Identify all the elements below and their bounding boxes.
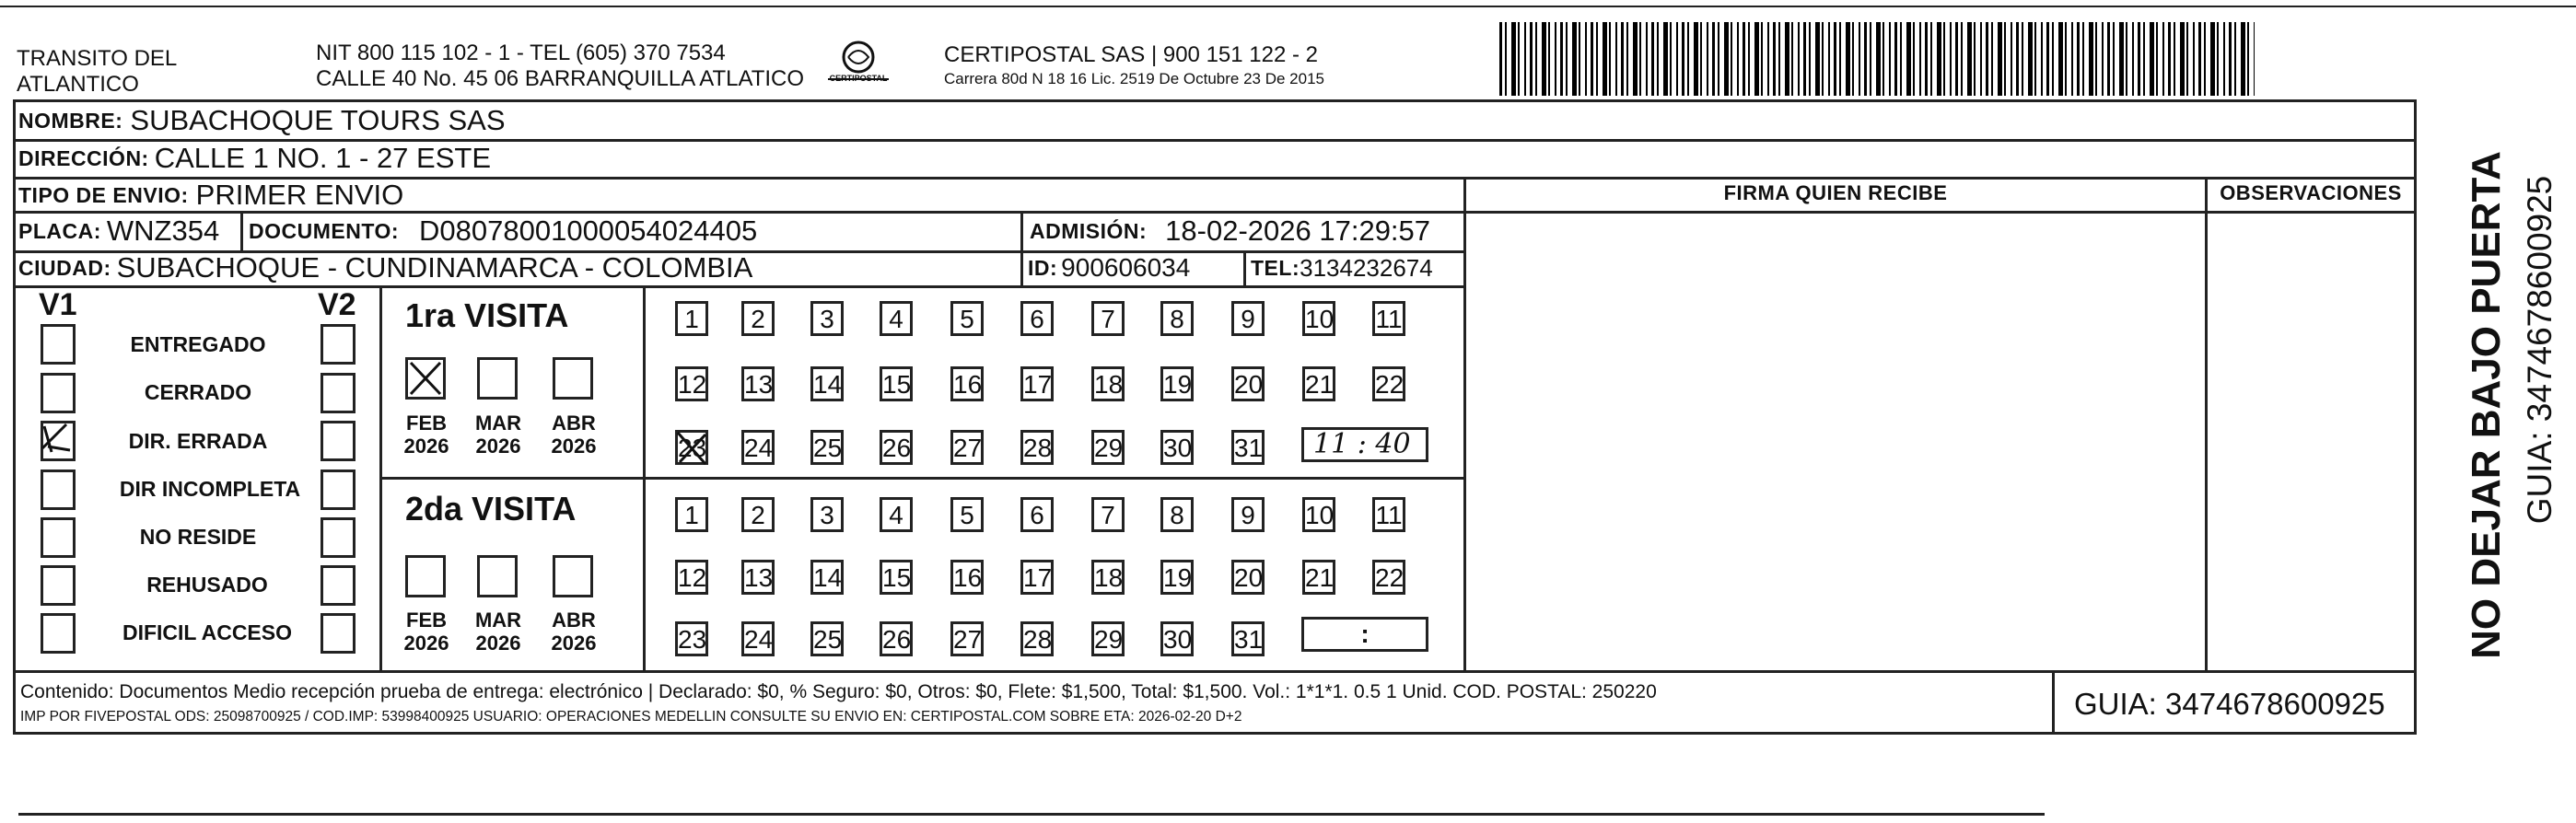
v1-header: V1: [39, 287, 77, 322]
first-visit-day-10[interactable]: [1302, 301, 1335, 336]
second-visit-day-28[interactable]: [1020, 621, 1054, 656]
status-cerrado: CERRADO: [144, 380, 252, 404]
company-info: [944, 42, 1324, 90]
month-year: 2026: [475, 632, 521, 655]
day-number: 28: [1023, 434, 1053, 462]
v1-month-mar-checkbox[interactable]: [477, 357, 518, 400]
day-number: 2: [751, 305, 765, 333]
second-visit-day-18[interactable]: [1091, 560, 1125, 595]
day-number: 11: [1375, 305, 1403, 333]
second-visit-day-24[interactable]: [741, 621, 775, 656]
first-visit-day-17[interactable]: [1020, 366, 1054, 401]
day-number: 3: [820, 501, 834, 529]
v1-checkbox-no-reside[interactable]: [41, 517, 76, 558]
frame-left: [13, 99, 16, 735]
second-visit-title: 2da VISITA: [405, 490, 577, 527]
sender-line-2: ATLANTICO: [17, 72, 139, 97]
day-number: 8: [1170, 305, 1184, 333]
day-number: 24: [744, 434, 774, 462]
day-number: 18: [1094, 563, 1124, 592]
status-dir-errada: DIR. ERRADA: [128, 429, 268, 453]
company-license: Carrera 80d N 18 16 Lic. 2519 De Octubre 23 De 2015: [944, 70, 1324, 87]
day-number: 22: [1375, 563, 1405, 592]
first-visit-day-29[interactable]: [1091, 430, 1125, 465]
v2-checkbox-cerrado[interactable]: [321, 373, 356, 413]
second-visit-day-13[interactable]: [741, 560, 775, 595]
second-visit-day-27[interactable]: [950, 621, 984, 656]
day-number: 4: [889, 305, 903, 333]
first-visit-day-15[interactable]: [880, 366, 913, 401]
v2-month-feb-checkbox[interactable]: [405, 555, 446, 597]
handwritten-x-mark: [674, 429, 711, 468]
v1-checkbox-dir-incompleta[interactable]: [41, 469, 76, 510]
first-visit-day-11[interactable]: [1372, 301, 1405, 336]
first-visit-day-25[interactable]: [810, 430, 844, 465]
v2-checkbox-entregado[interactable]: [321, 324, 356, 365]
company-name: CERTIPOSTAL SAS | 900 151 122 - 2: [944, 42, 1318, 67]
first-visit-day-27[interactable]: [950, 430, 984, 465]
second-visit-day-5[interactable]: [950, 497, 984, 532]
tel-value: 3134232674: [1300, 253, 1433, 282]
sender-nit: NIT 800 115 102 - 1 - TEL (605) 370 7534: [316, 41, 726, 65]
second-visit-day-7[interactable]: [1091, 497, 1125, 532]
status-no-reside: NO RESIDE: [139, 525, 257, 549]
day-number: 16: [953, 563, 983, 592]
day-number: 12: [678, 563, 707, 592]
sender-address: CALLE 40 No. 45 06 BARRANQUILLA ATLATICO: [316, 66, 805, 91]
month-name: FEB: [406, 412, 447, 435]
checked-x-mark: [405, 357, 446, 400]
direccion-value: CALLE 1 NO. 1 - 27 ESTE: [154, 142, 491, 174]
day-number: 15: [882, 370, 912, 399]
second-visit-day-11[interactable]: [1372, 497, 1405, 532]
second-visit-day-4[interactable]: [880, 497, 913, 532]
first-visit-day-4[interactable]: [880, 301, 913, 336]
day-number: 11: [1375, 501, 1403, 529]
day-number: 7: [1101, 305, 1115, 333]
v2-checkbox-dir-incompleta[interactable]: [321, 469, 356, 510]
logo-text: CERTIPOSTAL: [829, 74, 888, 83]
status-dir-incompleta: DIR INCOMPLETA: [119, 477, 301, 501]
day-number: 25: [813, 434, 843, 462]
first-visit-day-30[interactable]: [1160, 430, 1194, 465]
first-visit-day-16[interactable]: [950, 366, 984, 401]
day-number: 23: [678, 434, 707, 462]
day-number: 6: [1030, 305, 1044, 333]
first-visit-day-28[interactable]: [1020, 430, 1054, 465]
day-number: 26: [882, 625, 912, 654]
first-visit-day-3[interactable]: [810, 301, 844, 336]
firma-header: FIRMA QUIEN RECIBE: [1723, 181, 1948, 204]
day-number: 31: [1234, 434, 1264, 462]
admision-label: ADMISIÓN:: [1030, 218, 1148, 243]
day-number: 29: [1094, 434, 1124, 462]
visit-divider: [379, 477, 1464, 480]
footer-guia: GUIA: 3474678600925: [2074, 687, 2385, 721]
side-guia: GUIA: 3474678600925: [2521, 175, 2559, 525]
day-number: 6: [1030, 501, 1044, 529]
placa-value: WNZ354: [106, 214, 220, 247]
first-visit-day-23[interactable]: [675, 430, 708, 465]
v1-checkbox-dir-errada[interactable]: [41, 421, 76, 461]
month-year: 2026: [403, 435, 449, 458]
day-number: 22: [1375, 370, 1405, 399]
day-number: 27: [953, 434, 983, 462]
day-number: 30: [1163, 625, 1193, 654]
first-visit-day-13[interactable]: [741, 366, 775, 401]
day-number: 10: [1305, 501, 1335, 529]
observaciones-header: OBSERVACIONES: [2220, 181, 2402, 204]
first-visit-day-24[interactable]: [741, 430, 775, 465]
day-number: 7: [1101, 501, 1115, 529]
frame-bottom: [13, 732, 2417, 735]
day-number: 17: [1023, 370, 1053, 399]
status-rehusado: REHUSADO: [146, 573, 268, 597]
first-visit-day-22[interactable]: [1372, 366, 1405, 401]
v2-month-feb-label: [398, 609, 455, 655]
day-number: 19: [1163, 370, 1193, 399]
day-number: 29: [1094, 625, 1124, 654]
day-number: 24: [744, 625, 774, 654]
tel-label: TEL:: [1251, 255, 1300, 280]
sender-contact: [316, 41, 804, 92]
second-visit-day-25[interactable]: [810, 621, 844, 656]
v2-month-abr-checkbox[interactable]: [553, 555, 593, 597]
first-visit-day-7[interactable]: [1091, 301, 1125, 336]
contenido-text: Contenido: Documentos Medio recepción prueba de entrega: electrónico | Declarado: $0, % Seguro: $0, Otros: $0, Flete: $1,500, Total: $1,500. Vol.: 1*1*1. 0.5 1 Unid. COD. POSTAL: 250220: [20, 681, 1657, 702]
first-visit-day-8[interactable]: [1160, 301, 1194, 336]
status-entregado: ENTREGADO: [130, 332, 266, 356]
day-number: 14: [813, 563, 843, 592]
second-visit-day-23[interactable]: [675, 621, 708, 656]
tipo-row: [18, 178, 403, 213]
sender-name: [17, 46, 177, 98]
id-value: 900606034: [1061, 253, 1191, 282]
month-year: 2026: [475, 435, 521, 458]
month-name: MAR: [474, 609, 522, 632]
day-number: 8: [1170, 501, 1184, 529]
second-visit-day-29[interactable]: [1091, 621, 1125, 656]
v2-checkbox-no-reside[interactable]: [321, 517, 356, 558]
day-number: 14: [813, 370, 843, 399]
nombre-label: NOMBRE:: [18, 108, 123, 133]
id-label: ID:: [1028, 255, 1058, 280]
no-dejar-bajo-puerta: NO DEJAR BAJO PUERTA: [2464, 151, 2509, 659]
v2-checkbox-rehusado[interactable]: [321, 565, 356, 606]
documento-label: DOCUMENTO:: [249, 218, 400, 243]
row-line-6: [13, 670, 2417, 673]
bottom-edge-line: [18, 813, 2045, 816]
tel-divider: [1243, 250, 1246, 285]
second-visit-day-12[interactable]: [675, 560, 708, 595]
day-number: 30: [1163, 434, 1193, 462]
ciudad-label: CIUDAD:: [18, 255, 111, 280]
status-dificil-acceso: DIFICIL ACCESO: [122, 620, 292, 644]
month-year: 2026: [403, 632, 449, 655]
first-visit-day-2[interactable]: [741, 301, 775, 336]
day-number: 3: [820, 305, 834, 333]
direccion-row: [18, 141, 491, 176]
day-number: 19: [1163, 563, 1193, 592]
day-number: 26: [882, 434, 912, 462]
day-number: 12: [678, 370, 707, 399]
tipo-value: PRIMER ENVIO: [195, 179, 404, 211]
placa-row: [18, 214, 219, 249]
second-visit-day-26[interactable]: [880, 621, 913, 656]
second-visit-day-15[interactable]: [880, 560, 913, 595]
guia-divider: [2052, 670, 2055, 732]
sender-line-1: TRANSITO DEL: [17, 46, 178, 71]
frame-top: [13, 99, 2417, 102]
placa-label: PLACA:: [18, 218, 101, 243]
v1-checkbox-dificil-acceso[interactable]: [41, 613, 76, 654]
second-visit-day-6[interactable]: [1020, 497, 1054, 532]
day-number: 16: [953, 370, 983, 399]
v1-month-abr-checkbox[interactable]: [553, 357, 593, 400]
month-name: FEB: [406, 609, 447, 632]
first-visit-title: 1ra VISITA: [405, 296, 569, 334]
first-visit-day-19[interactable]: [1160, 366, 1194, 401]
day-number: 13: [744, 370, 774, 399]
documento-row: [249, 214, 757, 249]
day-number: 1: [684, 501, 699, 529]
day-number: 9: [1241, 305, 1255, 333]
day-number: 28: [1023, 625, 1053, 654]
second-visit-day-30[interactable]: [1160, 621, 1194, 656]
second-visit-day-9[interactable]: [1231, 497, 1265, 532]
day-number: 9: [1241, 501, 1255, 529]
second-visit-day-31[interactable]: [1231, 621, 1265, 656]
month-year: 2026: [551, 435, 597, 458]
day-number: 5: [960, 305, 974, 333]
v1-checkbox-entregado[interactable]: [41, 324, 76, 365]
documento-value: D08078001000054024405: [419, 214, 758, 247]
day-number: 21: [1305, 563, 1335, 592]
top-edge-line: [0, 6, 2576, 7]
second-visit-day-14[interactable]: [810, 560, 844, 595]
second-visit-day-16[interactable]: [950, 560, 984, 595]
second-visit-day-2[interactable]: [741, 497, 775, 532]
handwritten-check-mark: [39, 419, 74, 459]
month-year: 2026: [551, 632, 597, 655]
day-number: 10: [1305, 305, 1335, 333]
tipo-label: TIPO DE ENVIO:: [18, 182, 189, 207]
id-row: [1028, 250, 1190, 285]
admision-row: [1030, 214, 1430, 249]
certipostal-logo-icon: [822, 39, 894, 94]
month-name: MAR: [474, 412, 522, 435]
handwritten-time: 11 : 40: [1313, 428, 1411, 460]
first-visit-day-31[interactable]: [1231, 430, 1265, 465]
month-name: ABR: [552, 412, 596, 435]
imp-text: IMP POR FIVEPOSTAL ODS: 25098700925 / COD.IMP: 53998400925 USUARIO: OPERACIONES MEDELLIN CONSULTE SU ENVIO EN: CERTIPOSTAL.COM SOBRE ETA: 2026-02-20 D+2: [20, 709, 1242, 724]
nombre-row: [18, 103, 506, 138]
first-visit-day-21[interactable]: [1302, 366, 1335, 401]
day-number: 13: [744, 563, 774, 592]
month-name: ABR: [552, 609, 596, 632]
v2-month-abr-label: [545, 609, 602, 655]
day-number: 4: [889, 501, 903, 529]
day-number: 2: [751, 501, 765, 529]
v1-month-abr-label: [545, 412, 602, 458]
v1-checkbox-cerrado[interactable]: [41, 373, 76, 413]
nombre-value: SUBACHOQUE TOURS SAS: [130, 104, 506, 136]
ciudad-row: [18, 250, 752, 285]
day-number: 31: [1234, 625, 1264, 654]
day-number: 15: [882, 563, 912, 592]
v2-month-mar-label: [470, 609, 527, 655]
second-visit-day-20[interactable]: [1231, 560, 1265, 595]
day-number: 1: [684, 305, 699, 333]
day-number: 20: [1234, 370, 1264, 399]
day-number: 18: [1094, 370, 1124, 399]
second-visit-day-19[interactable]: [1160, 560, 1194, 595]
direccion-label: DIRECCIÓN:: [18, 145, 149, 170]
v2-month-mar-checkbox[interactable]: [477, 555, 518, 597]
v2-header: V2: [318, 287, 356, 322]
second-visit-day-3[interactable]: [810, 497, 844, 532]
first-visit-day-6[interactable]: [1020, 301, 1054, 336]
second-visit-time-field[interactable]: [1301, 617, 1428, 652]
day-number: 21: [1305, 370, 1335, 399]
day-number: 5: [960, 501, 974, 529]
ciudad-value: SUBACHOQUE - CUNDINAMARCA - COLOMBIA: [116, 251, 753, 284]
first-visit-day-1[interactable]: [675, 301, 708, 336]
second-visit-day-1[interactable]: [675, 497, 708, 532]
first-visit-day-12[interactable]: [675, 366, 708, 401]
v1-month-feb-label: [398, 412, 455, 458]
certipostal-logo: [822, 39, 894, 94]
day-number: 25: [813, 625, 843, 654]
v2-checkbox-dir-errada[interactable]: [321, 421, 356, 461]
frame-right: [2414, 99, 2417, 735]
obs-divider: [2205, 177, 2208, 670]
tel-row: [1251, 250, 1433, 285]
time-separator: :: [1360, 620, 1370, 648]
day-number: 27: [953, 625, 983, 654]
first-visit-day-20[interactable]: [1231, 366, 1265, 401]
second-visit-day-22[interactable]: [1372, 560, 1405, 595]
second-visit-day-10[interactable]: [1302, 497, 1335, 532]
day-number: 20: [1234, 563, 1264, 592]
v2-checkbox-dificil-acceso[interactable]: [321, 613, 356, 654]
v1-month-mar-label: [470, 412, 527, 458]
day-number: 23: [678, 625, 707, 654]
first-visit-day-26[interactable]: [880, 430, 913, 465]
first-visit-day-5[interactable]: [950, 301, 984, 336]
v1-month-feb-checkbox[interactable]: [405, 357, 446, 400]
barcode: [1499, 22, 2255, 96]
second-visit-day-21[interactable]: [1302, 560, 1335, 595]
admision-value: 18-02-2026 17:29:57: [1165, 214, 1431, 247]
admision-divider: [1020, 211, 1023, 285]
day-number: 17: [1023, 563, 1053, 592]
first-visit-day-18[interactable]: [1091, 366, 1125, 401]
second-visit-day-8[interactable]: [1160, 497, 1194, 532]
placa-divider: [240, 211, 243, 250]
second-visit-day-17[interactable]: [1020, 560, 1054, 595]
first-visit-time-field[interactable]: [1301, 427, 1428, 462]
first-visit-day-9[interactable]: [1231, 301, 1265, 336]
v1-checkbox-rehusado[interactable]: [41, 565, 76, 606]
firma-divider: [1463, 177, 1466, 670]
row-line-5: [13, 285, 1466, 288]
first-visit-day-14[interactable]: [810, 366, 844, 401]
